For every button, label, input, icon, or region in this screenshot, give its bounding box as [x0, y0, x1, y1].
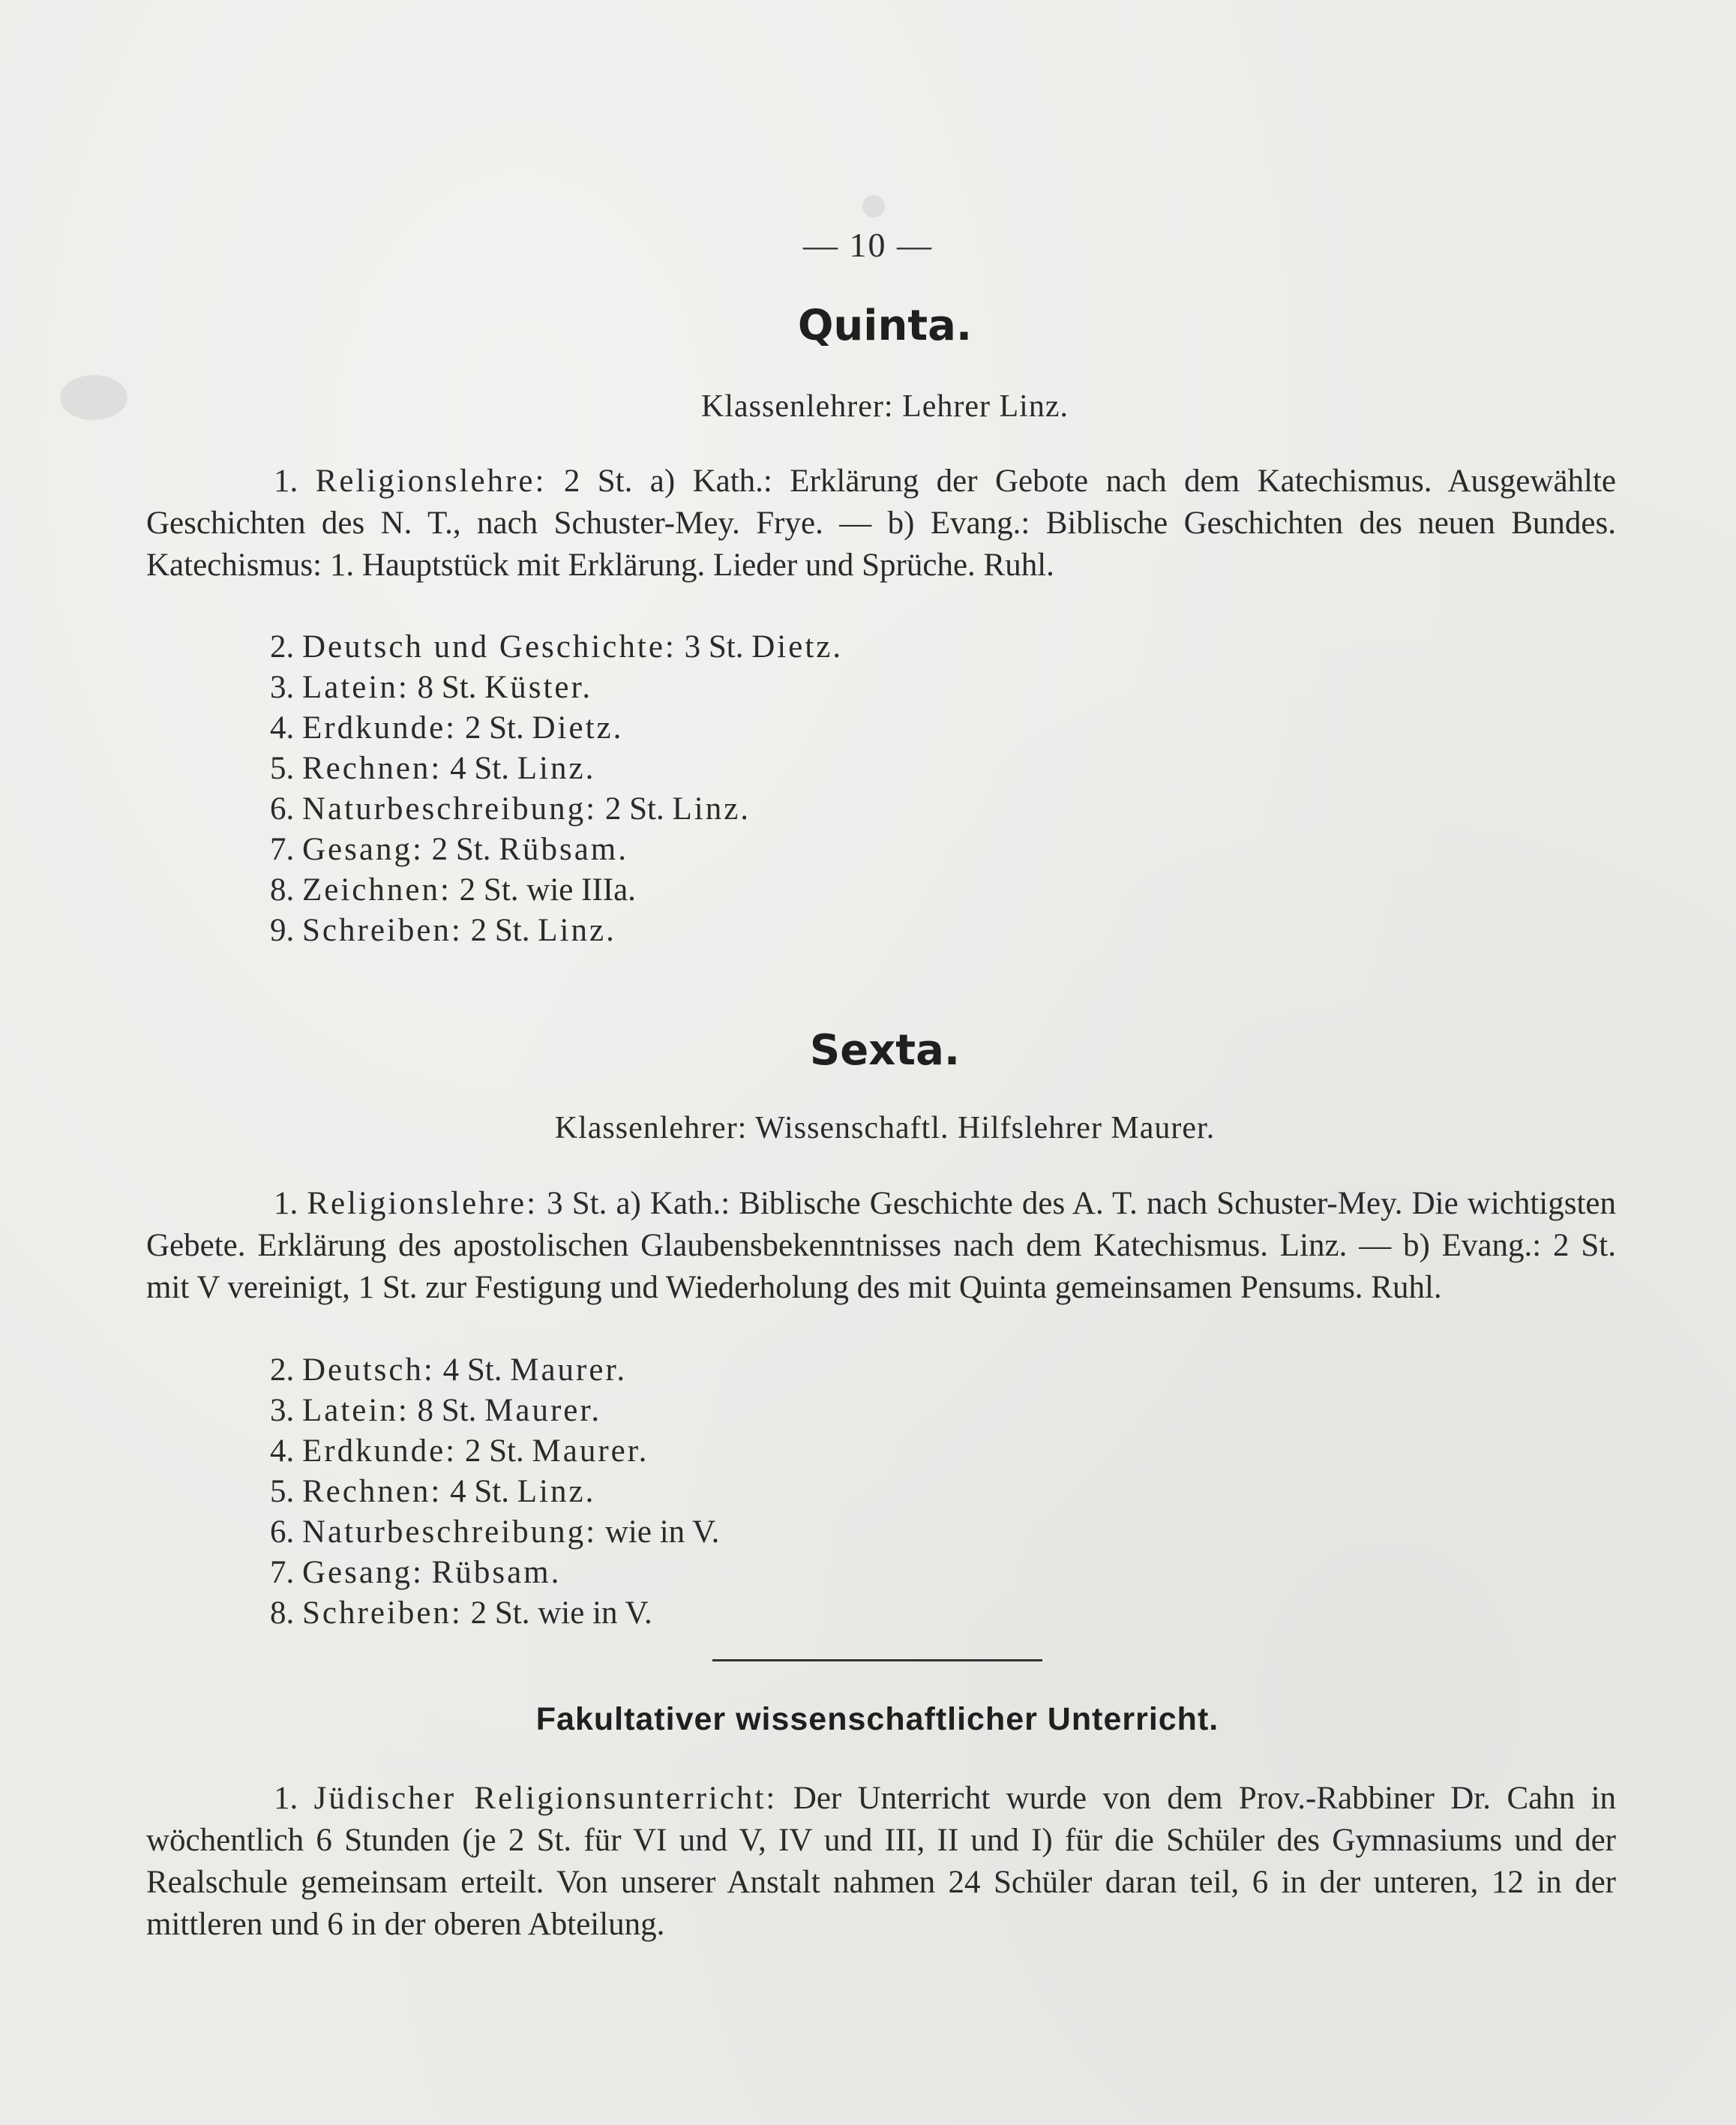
sexta-religion-paragraph: [146, 1183, 1616, 1309]
subject-hours: 2 St.: [470, 913, 530, 948]
item-number: 1.: [274, 464, 298, 499]
subject-label: Rechnen:: [302, 1474, 442, 1509]
teacher-name: Küster.: [484, 670, 593, 705]
subject-label: Erdkunde:: [302, 1433, 457, 1469]
subject-hours: 8 St.: [417, 670, 477, 705]
subject-text: Der Unterricht wurde von dem Prov.-Rabbiner Dr. Cahn in wöchentlich 6 Stunden (je 2 St. für VI und V, IV und III, II und I) für die Schüler des Gymnasiums und der Realschule gemeinsam erteilt. Von unserer Anstalt nahmen 24 Schüler daran teil, 6 in der unteren, 12 in der mittleren und 6 in der oberen Abteilung.: [146, 1781, 1617, 1942]
list-item: [270, 1350, 719, 1391]
item-number: 4.: [270, 1433, 295, 1469]
teacher-name: Maurer.: [484, 1393, 602, 1428]
list-item: [270, 1512, 719, 1553]
list-item: [270, 1431, 719, 1472]
subject-label: Religionslehre:: [307, 1186, 538, 1221]
list-item: [270, 1472, 719, 1512]
teacher-name: Rübsam.: [499, 832, 628, 867]
item-number: 7.: [270, 832, 295, 867]
subject-hours: 2 St.: [464, 1433, 524, 1469]
item-number: 5.: [270, 751, 295, 786]
page-number: — 10 —: [803, 226, 933, 264]
list-item: [270, 870, 843, 911]
teacher-name: Dietz.: [751, 629, 844, 665]
subject-hours: 4 St.: [450, 1474, 510, 1509]
section-title-quinta: Quinta.: [797, 302, 973, 350]
subject-label: Naturbeschreibung:: [302, 1514, 598, 1550]
list-item: [270, 668, 843, 708]
subject-label: Naturbeschreibung:: [302, 791, 598, 827]
subject-label: Latein:: [302, 1393, 409, 1428]
subject-hours: 8 St.: [417, 1393, 477, 1428]
section-divider: [712, 1659, 1042, 1661]
list-item: [270, 789, 843, 830]
section-title-fakultativ: Fakultativer wissenschaftlicher Unterricht.: [535, 1701, 1219, 1737]
subject-hours: 4 St.: [442, 1352, 502, 1388]
subject-hours: 2 St.: [431, 832, 491, 867]
subject-label: Latein:: [302, 670, 409, 705]
subject-label: Zeichnen:: [302, 872, 451, 908]
item-number: 1.: [274, 1186, 298, 1221]
subject-text: 3 St. a) Kath.: Biblische Geschichte des A. T. nach Schuster-Mey. Die wichtigsten Gebete. Erklärung des apostolischen Glaubensbekenntnisses nach dem Katechismus. Linz. — b) Evang.: 2 St. mit V vereinigt, 1 St. zur Festigung und Wiederholung des mit Quinta gemeinsamen Pensums. Ruhl.: [146, 1186, 1617, 1305]
item-number: 6.: [270, 791, 295, 827]
subject-hours: wie in V.: [604, 1514, 720, 1550]
list-item: [270, 627, 843, 668]
list-item: [270, 1593, 719, 1634]
subject-label: Schreiben:: [302, 913, 463, 948]
subject-label: Rechnen:: [302, 751, 442, 786]
list-item: [270, 708, 843, 749]
item-number: 2.: [270, 629, 295, 665]
section-title-sexta: Sexta.: [809, 1026, 961, 1075]
item-number: 3.: [270, 1393, 295, 1428]
subject-label: Jüdischer Religionsunterricht:: [313, 1781, 778, 1816]
teacher-name: Rübsam.: [431, 1555, 562, 1590]
teacher-name: Maurer.: [532, 1433, 649, 1469]
list-item: [270, 911, 843, 951]
item-number: 4.: [270, 710, 295, 746]
fakultativ-paragraph: [146, 1778, 1616, 1946]
subject-label: Erdkunde:: [302, 710, 457, 746]
list-item: [270, 1553, 719, 1593]
subject-label: Schreiben:: [302, 1595, 463, 1631]
subject-label: Deutsch und Geschichte:: [302, 629, 676, 665]
subject-hours: 2 St.: [464, 710, 524, 746]
item-number: 2.: [270, 1352, 295, 1388]
list-item: [270, 749, 843, 789]
item-number: 5.: [270, 1474, 295, 1509]
teacher-name: Dietz.: [532, 710, 624, 746]
quinta-religion-paragraph: [146, 461, 1616, 587]
subject-hours: 3 St.: [684, 629, 744, 665]
teacher-name: Linz.: [672, 791, 751, 827]
paper-stain: [60, 375, 127, 420]
subject-label: Religionslehre:: [315, 464, 547, 499]
item-number: 3.: [270, 670, 295, 705]
class-teacher-quinta: Klassenlehrer: Lehrer Linz.: [701, 389, 1069, 424]
subject-hours: 4 St.: [450, 751, 510, 786]
subject-hours: 2 St. wie in V.: [470, 1595, 652, 1631]
item-number: 8.: [270, 1595, 295, 1631]
teacher-name: Linz.: [517, 1474, 596, 1509]
list-item: [270, 830, 843, 870]
item-number: 8.: [270, 872, 295, 908]
quinta-subject-list: [270, 627, 843, 951]
subject-hours: 2 St. wie IIIa.: [459, 872, 636, 908]
class-teacher-sexta: Klassenlehrer: Wissenschaftl. Hilfslehrer Maurer.: [554, 1111, 1216, 1145]
subject-label: Deutsch:: [302, 1352, 435, 1388]
teacher-name: Linz.: [538, 913, 616, 948]
teacher-name: Maurer.: [510, 1352, 628, 1388]
subject-text: 2 St. a) Kath.: Erklärung der Gebote nach dem Katechismus. Ausgewählte Geschichten des N. T., nach Schuster-Mey. Frye. — b) Evang.: Biblische Geschichten des neuen Bundes. Katechismus: 1. Hauptstück mit Erklärung. Lieder und Sprüche. Ruhl.: [146, 464, 1617, 583]
item-number: 1.: [274, 1781, 298, 1816]
subject-label: Gesang:: [302, 832, 424, 867]
list-item: [270, 1391, 719, 1431]
item-number: 9.: [270, 913, 295, 948]
teacher-name: Linz.: [517, 751, 596, 786]
subject-hours: 2 St.: [604, 791, 664, 827]
sexta-subject-list: [270, 1350, 719, 1634]
paper-stain: [862, 195, 885, 218]
subject-label: Gesang:: [302, 1555, 424, 1590]
item-number: 7.: [270, 1555, 295, 1590]
item-number: 6.: [270, 1514, 295, 1550]
